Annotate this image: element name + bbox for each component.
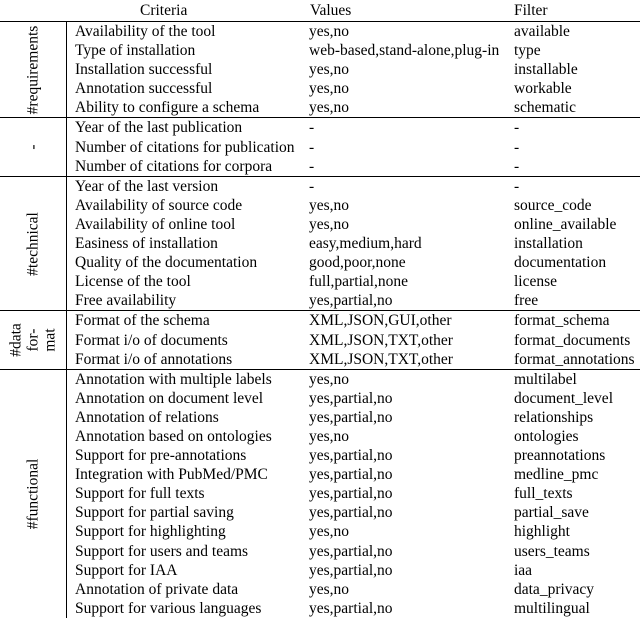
values-cell: XML,JSON,TXT,other	[309, 331, 453, 349]
table-row	[0, 22, 640, 41]
values-cell: yes,partial,no	[309, 466, 393, 484]
filter-cell: users_teams	[514, 542, 590, 560]
table-row	[0, 253, 640, 272]
filter-cell: data_privacy	[514, 580, 595, 598]
values-cell: XML,JSON,GUI,other	[309, 312, 452, 330]
values-cell: yes,partial,no	[309, 561, 393, 579]
group-label-line: #data	[7, 323, 25, 357]
values-cell: yes,partial,no	[309, 292, 393, 310]
filter-cell: installable	[514, 61, 578, 79]
values-cell: yes,no	[309, 23, 350, 40]
values-cell: easy,medium,hard	[309, 235, 422, 253]
filter-cell: license	[514, 273, 558, 291]
criteria-cell: Support for users and teams	[75, 542, 249, 560]
criteria-cell: Annotation on document level	[75, 389, 264, 407]
criteria-cell: Annotation based on ontologies	[75, 427, 272, 445]
criteria-cell: Format of the schema	[75, 312, 210, 330]
values-cell: yes,no	[309, 215, 350, 233]
table-row	[0, 484, 640, 503]
row-group	[0, 118, 640, 176]
table-row	[0, 427, 640, 446]
criteria-cell: Availability of the tool	[75, 23, 216, 40]
values-cell: -	[309, 119, 315, 137]
table-row	[0, 408, 640, 427]
filter-cell: highlight	[514, 523, 570, 541]
group-label: #functional	[24, 458, 42, 530]
criteria-cell: License of the tool	[75, 273, 191, 291]
table-body	[0, 22, 640, 618]
criteria-cell: Installation successful	[75, 61, 213, 79]
table-row	[0, 311, 640, 330]
filter-cell: schematic	[514, 99, 576, 117]
group-label: #technical	[24, 211, 42, 276]
table-row	[0, 370, 640, 389]
criteria-cell: Annotation with multiple labels	[75, 370, 272, 388]
table-row	[0, 350, 640, 369]
criteria-cell: Integration with PubMed/PMC	[75, 466, 268, 484]
criteria-cell: Year of the last publication	[75, 119, 243, 137]
values-cell: yes,no	[309, 427, 350, 445]
row-group	[0, 370, 640, 618]
table-row	[0, 157, 640, 176]
table-row	[0, 215, 640, 234]
criteria-cell: Support for highlighting	[75, 523, 226, 541]
filter-cell: document_level	[514, 389, 613, 407]
filter-cell: type	[514, 42, 541, 60]
table-row	[0, 60, 640, 79]
filter-cell: -	[514, 138, 520, 156]
values-cell: yes,no	[309, 80, 350, 98]
values-cell: yes,partial,no	[309, 504, 393, 522]
filter-cell: available	[514, 23, 570, 40]
values-cell: yes,partial,no	[309, 485, 393, 503]
table-row	[0, 118, 640, 137]
values-cell: yes,no	[309, 61, 350, 79]
table-row	[0, 331, 640, 350]
values-cell: yes,no	[309, 99, 350, 117]
header-criteria: Criteria	[140, 2, 188, 19]
filter-cell: -	[514, 119, 520, 137]
table-row	[0, 41, 640, 60]
criteria-cell: Type of installation	[75, 42, 196, 60]
values-cell: good,poor,none	[309, 254, 406, 272]
values-cell: full,partial,none	[309, 273, 408, 291]
values-cell: -	[309, 177, 315, 195]
table-header	[0, 0, 640, 22]
values-cell: yes,partial,no	[309, 447, 393, 465]
criteria-cell: Support for various languages	[75, 599, 262, 617]
values-cell: yes,partial,no	[309, 542, 393, 560]
values-cell: yes,partial,no	[309, 408, 393, 426]
criteria-cell: Quality of the documentation	[75, 254, 258, 272]
table-row	[0, 522, 640, 541]
filter-cell: format_documents	[514, 331, 631, 349]
filter-cell: -	[514, 157, 520, 175]
filter-cell: medline_pmc	[514, 466, 599, 484]
group-label-line: mat	[41, 328, 59, 352]
values-cell: yes,no	[309, 196, 350, 214]
table-row	[0, 580, 640, 599]
table-row	[0, 79, 640, 98]
filter-cell: relationships	[514, 408, 594, 426]
values-cell: -	[309, 138, 315, 156]
filter-cell: iaa	[514, 561, 533, 579]
filter-cell: multilingual	[514, 599, 590, 617]
table-row	[0, 446, 640, 465]
filter-cell: preannotations	[514, 447, 606, 465]
values-cell: -	[309, 157, 315, 175]
group-label: #requirements	[24, 25, 42, 115]
table-row	[0, 291, 640, 310]
filter-cell: source_code	[514, 196, 592, 214]
filter-cell: partial_save	[514, 504, 589, 522]
criteria-cell: Ability to configure a schema	[75, 99, 260, 117]
values-cell: yes,partial,no	[309, 389, 393, 407]
values-cell: yes,partial,no	[309, 599, 393, 617]
filter-cell: online_available	[514, 215, 617, 233]
values-cell: yes,no	[309, 523, 350, 541]
filter-cell: -	[514, 177, 520, 195]
criteria-cell: Annotation of relations	[75, 408, 219, 426]
criteria-cell: Availability of source code	[75, 196, 243, 214]
filter-cell: format_schema	[514, 312, 610, 330]
criteria-cell: Number of citations for publication	[75, 138, 295, 156]
filter-cell: multilabel	[514, 370, 577, 388]
row-group	[0, 311, 640, 369]
filter-cell: full_texts	[514, 485, 573, 503]
group-label: -	[24, 144, 42, 150]
criteria-cell: Support for partial saving	[75, 504, 234, 522]
values-cell: yes,no	[309, 580, 350, 598]
group-label-line: for-	[24, 328, 42, 352]
values-cell: yes,no	[309, 370, 350, 388]
values-cell: XML,JSON,TXT,other	[309, 350, 453, 368]
criteria-cell: Support for pre-annotations	[75, 447, 247, 465]
criteria-cell: Support for full texts	[75, 485, 205, 503]
header-filter: Filter	[514, 2, 548, 19]
filter-cell: workable	[514, 80, 572, 98]
table-row	[0, 599, 640, 618]
filter-cell: documentation	[514, 254, 607, 272]
values-cell: web-based,stand-alone,plug-in	[309, 42, 500, 60]
filter-cell: format_annotations	[514, 350, 635, 368]
row-group	[0, 22, 640, 118]
table-row	[0, 272, 640, 291]
criteria-cell: Year of the last version	[75, 177, 219, 195]
filter-cell: ontologies	[514, 427, 579, 445]
criteria-cell: Format i/o of documents	[75, 331, 228, 349]
criteria-cell: Format i/o of annotations	[75, 350, 233, 368]
criteria-cell: Annotation successful	[75, 80, 213, 98]
table-row	[0, 98, 640, 117]
table-row	[0, 177, 640, 196]
table-row	[0, 561, 640, 580]
table-row	[0, 542, 640, 561]
criteria-cell: Easiness of installation	[75, 235, 218, 253]
criteria-cell: Availability of online tool	[75, 215, 236, 233]
criteria-cell: Support for IAA	[75, 561, 178, 579]
table-row	[0, 138, 640, 157]
filter-cell: installation	[514, 235, 583, 253]
filter-cell: free	[514, 292, 539, 310]
table-row	[0, 234, 640, 253]
criteria-cell: Number of citations for corpora	[75, 157, 273, 175]
table-row	[0, 465, 640, 484]
table-row	[0, 196, 640, 215]
table-row	[0, 503, 640, 522]
criteria-cell: Free availability	[75, 292, 177, 310]
criteria-cell: Annotation of private data	[75, 580, 239, 598]
header-values: Values	[310, 2, 352, 19]
table-row	[0, 389, 640, 408]
row-group	[0, 177, 640, 312]
